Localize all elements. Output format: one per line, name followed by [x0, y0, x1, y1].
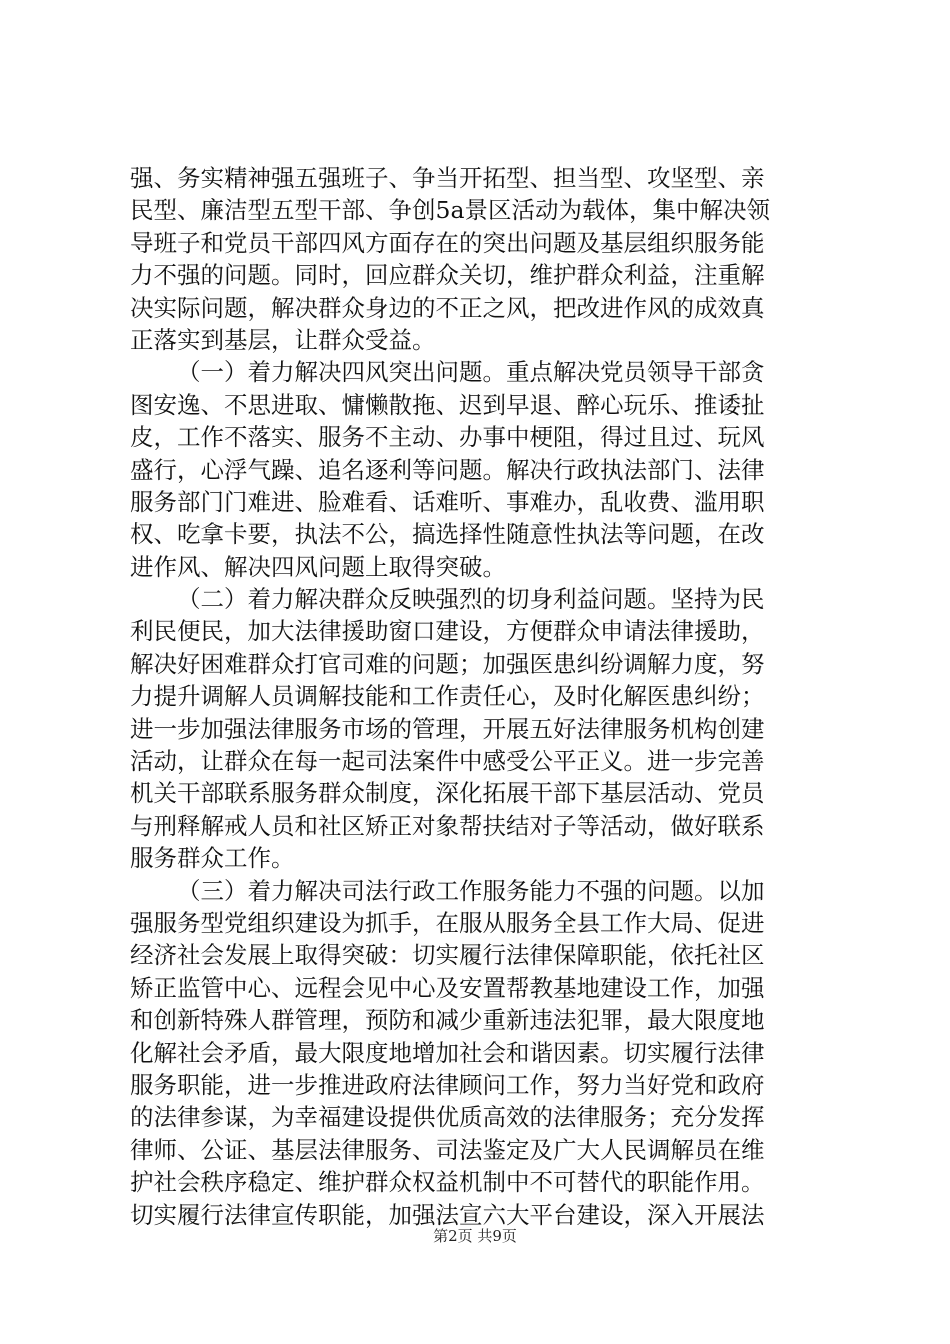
text-line: 切实履行法律宣传职能，加强法宣六大平台建设，深入开展法	[130, 1200, 765, 1229]
text-line: 化解社会矛盾，最大限度地增加社会和谐因素。切实履行法律	[130, 1038, 765, 1067]
text-line: 图安逸、不思进取、慵懒散拖、迟到早退、醉心玩乐、推诿扯	[130, 390, 765, 419]
text-line: 决实际问题，解决群众身边的不正之风，把改进作风的成效真	[130, 293, 765, 322]
text-line: 力提升调解人员调解技能和工作责任心，及时化解医患纠纷；	[130, 682, 765, 711]
text-line: 解决好困难群众打官司难的问题；加强医患纠纷调解力度，努	[130, 649, 765, 678]
page-footer: 第2页 共9页	[433, 1227, 517, 1245]
text-line: （二）着力解决群众反映强烈的切身利益问题。坚持为民	[177, 585, 765, 614]
text-line: 服务部门门难进、脸难看、话难听、事难办，乱收费、滥用职	[130, 487, 765, 516]
text-line: 强服务型党组织建设为抓手，在服从服务全县工作大局、促进	[130, 908, 765, 937]
text-line: 盛行，心浮气躁、追名逐利等问题。解决行政执法部门、法律	[130, 455, 765, 484]
text-line: 正落实到基层，让群众受益。	[130, 325, 436, 354]
text-line: 活动，让群众在每一起司法案件中感受公平正义。进一步完善	[130, 747, 765, 776]
text-line: 服务群众工作。	[130, 844, 295, 873]
text-line: 进作风、解决四风问题上取得突破。	[130, 552, 506, 581]
text-line: 服务职能，进一步推进政府法律顾问工作，努力当好党和政府	[130, 1070, 765, 1099]
text-line: 的法律参谋，为幸福建设提供优质高效的法律服务；充分发挥	[130, 1103, 765, 1132]
text-line: （三）着力解决司法行政工作服务能力不强的问题。以加	[177, 876, 765, 905]
text-line: 经济社会发展上取得突破：切实履行法律保障职能，依托社区	[130, 941, 765, 970]
text-line: 强、务实精神强五强班子、争当开拓型、担当型、攻坚型、亲	[130, 164, 765, 192]
text-line: 机关干部联系服务群众制度，深化拓展干部下基层活动、党员	[130, 779, 765, 808]
text-line: 皮，工作不落实、服务不主动、办事中梗阻，得过且过、玩风	[130, 423, 765, 452]
text-line: 利民便民，加大法律援助窗口建设，方便群众申请法律援助，	[130, 617, 765, 646]
text-line: 与刑释解戒人员和社区矫正对象帮扶结对子等活动，做好联系	[130, 811, 765, 840]
text-line: （一）着力解决四风突出问题。重点解决党员领导干部贪	[177, 358, 765, 387]
text-line: 律师、公证、基层法律服务、司法鉴定及广大人民调解员在维	[130, 1135, 765, 1164]
text-line: 和创新特殊人群管理，预防和减少重新违法犯罪，最大限度地	[130, 1006, 765, 1035]
document-body	[130, 162, 830, 1231]
text-line: 矫正监管中心、远程会见中心及安置帮教基地建设工作，加强	[130, 973, 765, 1002]
text-line: 护社会秩序稳定、维护群众权益机制中不可替代的职能作用。	[130, 1168, 765, 1197]
text-line: 力不强的问题。同时，回应群众关切，维护群众利益，注重解	[130, 261, 765, 290]
text-line: 导班子和党员干部四风方面存在的突出问题及基层组织服务能	[130, 228, 765, 257]
text-line: 权、吃拿卡要，执法不公，搞选择性随意性执法等问题，在改	[130, 520, 765, 549]
text-line: 民型、廉洁型五型干部、争创5a景区活动为载体，集中解决领	[130, 196, 770, 225]
text-line: 进一步加强法律服务市场的管理，开展五好法律服务机构创建	[130, 714, 765, 743]
